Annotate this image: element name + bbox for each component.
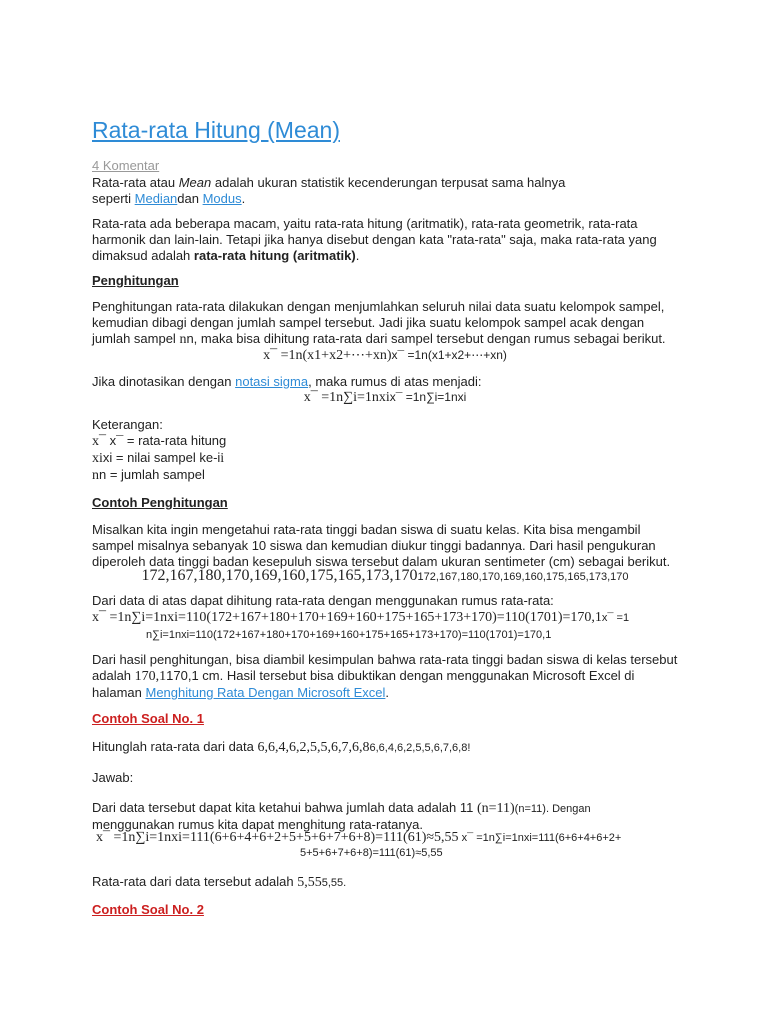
math-text: n: [186, 331, 194, 346]
paragraph-line: 170,1 cm. Hasil tersebut bisa dibuktikan dengan menggunakan Microsoft Excel di: [166, 668, 635, 683]
paragraph-line: Hitunglah rata-rata dari data: [92, 739, 258, 754]
data-text: 172,167,180,170,169,160,175,165,173,170: [417, 571, 629, 583]
excel-link[interactable]: Menghitung Rata Dengan Microsoft Excel: [145, 685, 386, 700]
paragraph-line: Rata-rata dari data tersebut adalah: [92, 874, 298, 889]
paragraph-line: harmonik dan lain-lain. Tetapi jika hanya disebut dengan kata "rata-rata" saja, maka rata-rata yang: [92, 232, 657, 247]
heading-contoh-penghitungan: Contoh Penghitungan: [92, 495, 228, 510]
keterangan-item: xi = nilai sampel ke-i: [102, 450, 221, 465]
formula-text: n∑i=1nxi=110(172+167+180+170+169+160+175+165+173+170)=110(1701)=170,1: [146, 629, 552, 641]
math-text: (n=11). Dengan: [514, 803, 591, 815]
paragraph-line: dimaksud adalah: [92, 248, 194, 263]
math-text: 5,55.: [321, 877, 347, 889]
contoh-paragraph: [92, 522, 670, 570]
modus-link[interactable]: Modus: [202, 191, 242, 206]
intro-paragraph: [92, 175, 565, 207]
formula-text: x¯ =1: [601, 612, 630, 624]
formula-text: x¯ =1n(x1+x2+⋯+xn): [391, 348, 507, 362]
math-value: 170,1: [134, 669, 167, 684]
comments-link[interactable]: 4 Komentar: [92, 158, 160, 173]
soal-1-question: [92, 739, 470, 756]
paragraph-line: .: [355, 248, 360, 263]
formula-soal-1: [96, 830, 621, 861]
formula-text: x¯ =1n∑i=1nxi: [389, 390, 467, 404]
paragraph-line: jumlah sampel: [92, 331, 180, 346]
median-link[interactable]: Median: [134, 191, 178, 206]
bold-term: rata-rata hitung (aritmatik): [193, 248, 356, 263]
math-symbol: xi: [92, 451, 103, 466]
paragraph-line: Dari hasil penghitungan, bisa diambil kesimpulan bahwa rata-rata tinggi badan siswa di kelas tersebut: [92, 652, 678, 667]
heading-penghitungan: Penghitungan: [92, 273, 179, 288]
formula-math: x¯ =1n∑i=1nxi=110(172+167+180+170+169+160+175+165+173+170)=110(1701)=170,1: [92, 610, 602, 625]
math-symbol: i: [220, 451, 225, 466]
keterangan-block: [92, 417, 226, 484]
formula-mean: [92, 347, 678, 364]
mean-term: Mean: [178, 175, 212, 190]
formula-math: x¯ =1n∑i=1nxi=111(6+6+4+6+2+5+5+6+7+6+8)=111(61)≈5,55: [96, 830, 459, 845]
soal-2-title: Contoh Soal No. 2: [92, 902, 204, 917]
paragraph-line: menggunakan rumus kita dapat menghitung rata-ratanya.: [92, 817, 423, 832]
paragraph-line: Rata-rata ada beberapa macam, yaitu rata-rata hitung (aritmatik), rata-rata geometrik, rata-rata: [92, 216, 638, 231]
page-title[interactable]: Rata-rata Hitung (Mean): [92, 117, 340, 143]
paragraph-line: , maka rumus di atas menjadi:: [308, 374, 482, 389]
formula-sigma: [92, 390, 678, 406]
math-text: 6,6,4,6,2,5,5,6,7,6,8!: [369, 742, 471, 754]
math-value: 6,6,4,6,2,5,5,6,7,6,8: [257, 740, 370, 755]
paragraph-line: sampel misalnya sebanyak 10 siswa dan kemudian diukur tinggi badannya. Dari hasil pengukuran: [92, 538, 656, 553]
formula-math: x¯ =1n(x1+x2+⋯+xn): [263, 348, 392, 363]
calc-intro: Dari data di atas dapat dihitung rata-rata dengan menggunakan rumus rata-rata:: [92, 593, 554, 608]
conclusion-paragraph: [92, 652, 677, 701]
height-data: [92, 567, 678, 585]
math-symbol: n: [92, 468, 99, 483]
intro-text: Rata-rata atau: [92, 175, 179, 190]
penghitungan-paragraph: [92, 299, 666, 348]
types-paragraph: [92, 216, 657, 264]
paragraph-line: Jika dinotasikan dengan: [92, 374, 236, 389]
math-value: 5,55: [297, 875, 322, 890]
formula-text: x¯ =1n∑i=1nxi=111(6+6+4+6+2+: [461, 832, 622, 844]
data-math: 172,167,180,170,169,160,175,165,173,170: [141, 567, 418, 584]
answer-paragraph: [92, 800, 591, 833]
keterangan-item: x¯ = rata-rata hitung: [106, 433, 227, 448]
intro-text: dan: [177, 191, 203, 206]
intro-text: .: [241, 191, 246, 206]
math-symbol: n: [179, 332, 187, 347]
keterangan-item: n = jumlah sampel: [99, 467, 205, 482]
paragraph-line: Misalkan kita ingin mengetahui rata-rata tinggi badan siswa di suatu kelas. Kita bisa mengambil: [92, 522, 641, 537]
soal-1-title: Contoh Soal No. 1: [92, 711, 204, 726]
paragraph-line: diperoleh data tinggi badan kesepuluh siswa tersebut dalam ukuran sentimeter (cm) sebagai berikut.: [92, 554, 671, 569]
paragraph-line: .: [385, 685, 390, 700]
intro-text: seperti: [92, 191, 135, 206]
paragraph-line: halaman: [92, 685, 146, 700]
formula-math: x¯ =1n∑i=1nxi: [303, 390, 390, 405]
notasi-sigma-link[interactable]: notasi sigma: [235, 374, 309, 389]
intro-text: adalah ukuran statistik kecenderungan terpusat sama halnya: [211, 175, 566, 190]
math-symbol: x¯: [92, 434, 106, 449]
soal-1-result: [92, 874, 346, 891]
paragraph-line: kemudian dibagi dengan jumlah sampel tersebut. Jadi jika suatu kelompok sampel acak dengan: [92, 315, 645, 330]
jawab-label: Jawab:: [92, 770, 134, 785]
formula-text: 5+5+6+7+6+8)=111(61)≈5,55: [300, 847, 443, 859]
math-value: (n=11): [476, 801, 515, 816]
paragraph-line: Penghitungan rata-rata dilakukan dengan menjumlahkan seluruh nilai data suatu kelompok sampel,: [92, 299, 665, 314]
formula-example: [92, 609, 629, 644]
paragraph-line: adalah: [92, 668, 135, 683]
paragraph-line: Dari data tersebut dapat kita ketahui bahwa jumlah data adalah 11: [92, 800, 477, 815]
keterangan-title: Keterangan:: [92, 417, 163, 432]
sigma-paragraph: [92, 374, 482, 390]
paragraph-line: , maka bisa dihitung rata-rata dari sampel tersebut dengan rumus sebagai berikut.: [193, 331, 666, 346]
